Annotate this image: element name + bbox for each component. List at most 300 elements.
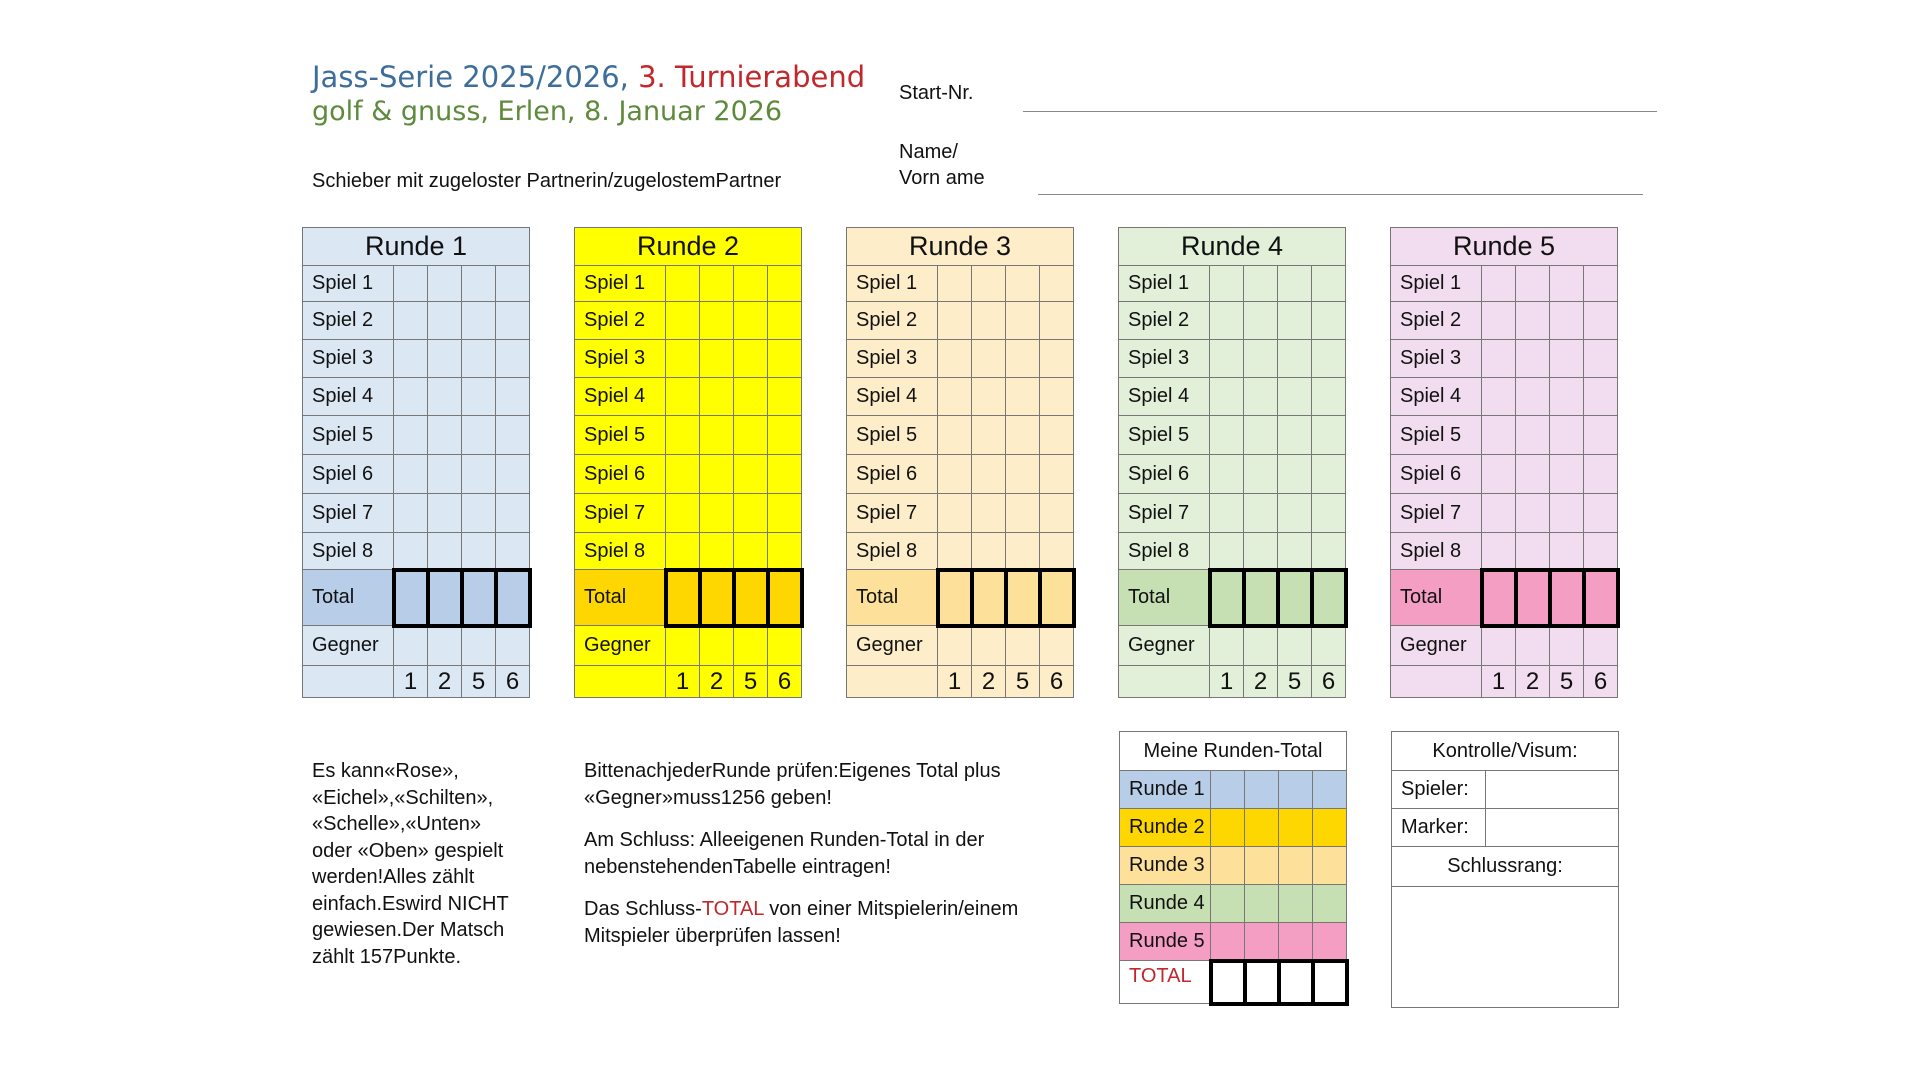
round-total-digit-cell[interactable]	[1211, 847, 1245, 885]
digit-check-label: 5	[1278, 666, 1312, 698]
score-cell[interactable]	[462, 455, 496, 494]
round-total-digit-cell[interactable]	[1211, 885, 1245, 923]
score-cell[interactable]	[768, 455, 802, 494]
score-cell[interactable]	[768, 416, 802, 455]
game-label: Spiel 1	[303, 266, 394, 302]
score-cell[interactable]	[768, 378, 802, 416]
score-cell[interactable]	[496, 533, 530, 570]
score-cell[interactable]	[428, 416, 462, 455]
score-cell[interactable]	[1278, 340, 1312, 378]
game-label: Spiel 2	[575, 302, 666, 340]
score-cell[interactable]	[1210, 302, 1244, 340]
instruction-verify	[584, 896, 1018, 949]
score-cell[interactable]	[1516, 494, 1550, 533]
game-label: Spiel 4	[575, 378, 666, 416]
score-cell[interactable]	[1312, 378, 1346, 416]
total-digit-cell[interactable]	[768, 570, 802, 626]
instruction-line: Mitspieler überprüfen lassen!	[584, 924, 841, 947]
total-label: Total	[1391, 570, 1482, 626]
score-cell[interactable]	[1312, 302, 1346, 340]
total-digit-cell[interactable]	[1516, 570, 1550, 626]
spieler-label: Spieler:	[1392, 771, 1486, 809]
score-cell[interactable]	[734, 416, 768, 455]
score-cell[interactable]	[734, 266, 768, 302]
digit-check-label: 2	[428, 666, 462, 698]
score-cell[interactable]	[1584, 302, 1618, 340]
score-cell[interactable]	[734, 340, 768, 378]
digit-check-label: 5	[734, 666, 768, 698]
score-cell[interactable]	[394, 533, 428, 570]
score-cell[interactable]	[972, 378, 1006, 416]
game-label: Spiel 8	[303, 533, 394, 570]
score-cell[interactable]	[1278, 302, 1312, 340]
opponent-digit-cell[interactable]	[462, 626, 496, 666]
score-cell[interactable]	[938, 494, 972, 533]
game-label: Spiel 5	[847, 416, 938, 455]
game-label: Spiel 2	[847, 302, 938, 340]
total-label: Total	[303, 570, 394, 626]
score-cell[interactable]	[428, 340, 462, 378]
marker-visum-field[interactable]	[1486, 809, 1619, 847]
score-cell[interactable]	[938, 378, 972, 416]
opponent-digit-cell[interactable]	[972, 626, 1006, 666]
game-label: Spiel 8	[575, 533, 666, 570]
score-cell[interactable]	[1244, 340, 1278, 378]
score-cell[interactable]	[1040, 340, 1074, 378]
score-cell[interactable]	[428, 266, 462, 302]
score-cell[interactable]	[972, 455, 1006, 494]
empty-cell	[575, 666, 666, 698]
total-digit-cell[interactable]	[734, 570, 768, 626]
grand-total-digit-cell[interactable]	[1313, 961, 1347, 1004]
opponent-digit-cell[interactable]	[1482, 626, 1516, 666]
opponent-digit-cell[interactable]	[666, 626, 700, 666]
grand-total-digit-cell[interactable]	[1211, 961, 1245, 1004]
score-cell[interactable]	[1482, 494, 1516, 533]
score-cell[interactable]	[1040, 378, 1074, 416]
score-cell[interactable]	[1516, 455, 1550, 494]
digit-check-label: 5	[1550, 666, 1584, 698]
digit-check-label: 2	[1244, 666, 1278, 698]
opponent-digit-cell[interactable]	[1516, 626, 1550, 666]
opponent-digit-cell[interactable]	[496, 626, 530, 666]
opponent-digit-cell[interactable]	[768, 626, 802, 666]
round-total-digit-cell[interactable]	[1279, 809, 1313, 847]
score-cell[interactable]	[1482, 455, 1516, 494]
score-cell[interactable]	[428, 494, 462, 533]
score-cell[interactable]	[1516, 340, 1550, 378]
score-cell[interactable]	[428, 533, 462, 570]
total-digit-cell[interactable]	[666, 570, 700, 626]
total-digit-cell[interactable]	[1550, 570, 1584, 626]
score-cell[interactable]	[1040, 533, 1074, 570]
opponent-digit-cell[interactable]	[1312, 626, 1346, 666]
game-label: Spiel 3	[303, 340, 394, 378]
score-cell[interactable]	[496, 416, 530, 455]
score-cell[interactable]	[1244, 455, 1278, 494]
score-cell[interactable]	[1006, 302, 1040, 340]
round-totals-table	[1119, 731, 1349, 1006]
score-cell[interactable]	[1244, 302, 1278, 340]
game-label: Spiel 4	[1391, 378, 1482, 416]
instruction-text: Das Schluss-	[584, 898, 702, 920]
score-cell[interactable]	[462, 266, 496, 302]
digit-check-label: 5	[1006, 666, 1040, 698]
total-digit-cell[interactable]	[1210, 570, 1244, 626]
opponent-digit-cell[interactable]	[1210, 626, 1244, 666]
score-cell[interactable]	[1312, 533, 1346, 570]
score-cell[interactable]	[1550, 340, 1584, 378]
score-cell[interactable]	[1550, 416, 1584, 455]
score-cell[interactable]	[428, 302, 462, 340]
score-cell[interactable]	[1482, 533, 1516, 570]
instructions-note	[584, 758, 1018, 965]
score-cell[interactable]	[462, 494, 496, 533]
score-cell[interactable]	[666, 302, 700, 340]
score-cell[interactable]	[1584, 533, 1618, 570]
score-cell[interactable]	[1584, 340, 1618, 378]
grand-total-digit-cell[interactable]	[1245, 961, 1279, 1004]
opponent-digit-cell[interactable]	[1040, 626, 1074, 666]
score-cell[interactable]	[1040, 302, 1074, 340]
name-label-1: Name/	[899, 141, 958, 163]
score-cell[interactable]	[1040, 416, 1074, 455]
grand-total-digit-cell[interactable]	[1279, 961, 1313, 1004]
score-cell[interactable]	[734, 378, 768, 416]
round-total-digit-cell[interactable]	[1313, 771, 1347, 809]
score-cell[interactable]	[1550, 378, 1584, 416]
score-cell[interactable]	[1006, 455, 1040, 494]
round-title: Runde 4	[1119, 228, 1346, 266]
score-cell[interactable]	[1278, 266, 1312, 302]
round-totals-title: Meine Runden-Total	[1120, 732, 1347, 771]
round-total-digit-cell[interactable]	[1211, 923, 1245, 961]
score-cell[interactable]	[972, 416, 1006, 455]
round-table	[846, 227, 1076, 698]
score-cell[interactable]	[1006, 533, 1040, 570]
instruction-line: Am Schluss: Alleeigenen Runden-Total in der	[584, 829, 985, 851]
score-cell[interactable]	[428, 378, 462, 416]
score-cell[interactable]	[700, 533, 734, 570]
score-cell[interactable]	[768, 302, 802, 340]
round-total-digit-cell[interactable]	[1245, 923, 1279, 961]
game-label: Spiel 8	[1391, 533, 1482, 570]
score-cell[interactable]	[1516, 533, 1550, 570]
score-cell[interactable]	[1312, 266, 1346, 302]
opponent-digit-cell[interactable]	[700, 626, 734, 666]
page-title	[312, 60, 865, 94]
opponent-digit-cell[interactable]	[428, 626, 462, 666]
score-cell[interactable]	[1516, 378, 1550, 416]
score-cell[interactable]	[1278, 416, 1312, 455]
marker-label: Marker:	[1392, 809, 1486, 847]
score-cell[interactable]	[1244, 266, 1278, 302]
score-cell[interactable]	[1278, 533, 1312, 570]
score-cell[interactable]	[1550, 266, 1584, 302]
score-cell[interactable]	[938, 416, 972, 455]
score-cell[interactable]	[1040, 455, 1074, 494]
score-cell[interactable]	[1278, 378, 1312, 416]
score-cell[interactable]	[496, 302, 530, 340]
opponent-digit-cell[interactable]	[938, 626, 972, 666]
score-cell[interactable]	[394, 494, 428, 533]
round-total-digit-cell[interactable]	[1279, 923, 1313, 961]
game-label: Spiel 6	[847, 455, 938, 494]
game-label: Spiel 6	[303, 455, 394, 494]
game-label: Spiel 3	[1391, 340, 1482, 378]
score-cell[interactable]	[394, 340, 428, 378]
opponent-digit-cell[interactable]	[1550, 626, 1584, 666]
opponent-digit-cell[interactable]	[1584, 626, 1618, 666]
score-cell[interactable]	[1278, 494, 1312, 533]
score-cell[interactable]	[1516, 416, 1550, 455]
score-cell[interactable]	[1550, 533, 1584, 570]
score-cell[interactable]	[972, 266, 1006, 302]
score-cell[interactable]	[700, 266, 734, 302]
game-label: Spiel 4	[303, 378, 394, 416]
score-cell[interactable]	[1244, 494, 1278, 533]
score-cell[interactable]	[496, 340, 530, 378]
opponent-digit-cell[interactable]	[394, 626, 428, 666]
round-total-digit-cell[interactable]	[1279, 771, 1313, 809]
score-cell[interactable]	[1482, 340, 1516, 378]
game-label: Spiel 8	[1119, 533, 1210, 570]
name-label-2: Vorn ame	[899, 167, 985, 189]
score-cell[interactable]	[666, 378, 700, 416]
total-digit-cell[interactable]	[428, 570, 462, 626]
score-cell[interactable]	[394, 302, 428, 340]
round-total-label: Runde 5	[1120, 923, 1211, 961]
score-cell[interactable]	[1312, 416, 1346, 455]
instruction-line: «Gegner»muss1256 geben!	[584, 786, 832, 809]
venue-line: golf & gnuss, Erlen, 8. Januar 2026	[312, 96, 783, 127]
round-total-label: Runde 1	[1120, 771, 1211, 809]
score-cell[interactable]	[768, 340, 802, 378]
score-cell[interactable]	[394, 416, 428, 455]
round-total-digit-cell[interactable]	[1245, 885, 1279, 923]
game-label: Spiel 5	[303, 416, 394, 455]
round-total-digit-cell[interactable]	[1279, 885, 1313, 923]
score-cell[interactable]	[938, 302, 972, 340]
score-cell[interactable]	[700, 416, 734, 455]
total-digit-cell[interactable]	[1584, 570, 1618, 626]
score-cell[interactable]	[462, 416, 496, 455]
score-cell[interactable]	[700, 340, 734, 378]
score-cell[interactable]	[1312, 455, 1346, 494]
score-cell[interactable]	[1312, 340, 1346, 378]
score-cell[interactable]	[734, 302, 768, 340]
score-cell[interactable]	[1584, 266, 1618, 302]
final-rank-field[interactable]	[1392, 887, 1619, 1008]
score-cell[interactable]	[1210, 378, 1244, 416]
score-cell[interactable]	[1040, 494, 1074, 533]
score-cell[interactable]	[1210, 494, 1244, 533]
score-cell[interactable]	[1040, 266, 1074, 302]
score-cell[interactable]	[1006, 494, 1040, 533]
score-cell[interactable]	[1278, 455, 1312, 494]
start-number-field[interactable]	[1023, 111, 1657, 112]
score-cell[interactable]	[972, 533, 1006, 570]
score-cell[interactable]	[666, 533, 700, 570]
score-cell[interactable]	[1584, 494, 1618, 533]
score-cell[interactable]	[768, 494, 802, 533]
total-digit-cell[interactable]	[462, 570, 496, 626]
total-label: Total	[847, 570, 938, 626]
score-cell[interactable]	[496, 266, 530, 302]
rules-line: werden!Alles zählt	[312, 866, 475, 888]
score-cell[interactable]	[700, 494, 734, 533]
spieler-visum-field[interactable]	[1486, 771, 1619, 809]
opponent-digit-cell[interactable]	[1244, 626, 1278, 666]
rules-line: «Schelle»,«Unten»	[312, 813, 482, 835]
score-cell[interactable]	[700, 302, 734, 340]
game-label: Spiel 2	[303, 302, 394, 340]
game-label: Spiel 1	[847, 266, 938, 302]
score-cell[interactable]	[734, 455, 768, 494]
total-digit-cell[interactable]	[1278, 570, 1312, 626]
round-total-digit-cell[interactable]	[1245, 847, 1279, 885]
total-digit-cell[interactable]	[972, 570, 1006, 626]
score-cell[interactable]	[1244, 378, 1278, 416]
round-total-digit-cell[interactable]	[1313, 809, 1347, 847]
score-cell[interactable]	[666, 455, 700, 494]
digit-check-label: 1	[394, 666, 428, 698]
total-digit-cell[interactable]	[700, 570, 734, 626]
round-total-digit-cell[interactable]	[1211, 771, 1245, 809]
score-cell[interactable]	[1550, 455, 1584, 494]
round-total-digit-cell[interactable]	[1245, 771, 1279, 809]
round-total-label: Runde 2	[1120, 809, 1211, 847]
score-cell[interactable]	[1516, 266, 1550, 302]
score-cell[interactable]	[1516, 302, 1550, 340]
score-cell[interactable]	[1550, 494, 1584, 533]
score-cell[interactable]	[938, 455, 972, 494]
total-digit-cell[interactable]	[1482, 570, 1516, 626]
score-cell[interactable]	[462, 340, 496, 378]
final-rank-label: Schlussrang:	[1392, 847, 1619, 887]
score-cell[interactable]	[394, 266, 428, 302]
score-cell[interactable]	[700, 378, 734, 416]
score-cell[interactable]	[1006, 378, 1040, 416]
score-cell[interactable]	[1006, 416, 1040, 455]
digit-check-label: 6	[1040, 666, 1074, 698]
score-cell[interactable]	[972, 340, 1006, 378]
game-label: Spiel 3	[847, 340, 938, 378]
score-cell[interactable]	[1482, 416, 1516, 455]
score-cell[interactable]	[1244, 416, 1278, 455]
round-total-digit-cell[interactable]	[1279, 847, 1313, 885]
game-label: Spiel 7	[303, 494, 394, 533]
score-cell[interactable]	[496, 494, 530, 533]
score-cell[interactable]	[938, 266, 972, 302]
rules-line: zählt 157Punkte.	[312, 945, 461, 968]
round-total-digit-cell[interactable]	[1313, 847, 1347, 885]
score-cell[interactable]	[768, 533, 802, 570]
score-cell[interactable]	[666, 494, 700, 533]
round-total-digit-cell[interactable]	[1211, 809, 1245, 847]
score-cell[interactable]	[462, 302, 496, 340]
score-cell[interactable]	[496, 455, 530, 494]
total-digit-cell[interactable]	[1312, 570, 1346, 626]
round-title: Runde 3	[847, 228, 1074, 266]
score-cell[interactable]	[1210, 340, 1244, 378]
total-digit-cell[interactable]	[394, 570, 428, 626]
score-cell[interactable]	[1006, 340, 1040, 378]
score-cell[interactable]	[462, 378, 496, 416]
rules-note	[312, 758, 509, 970]
score-cell[interactable]	[1584, 455, 1618, 494]
total-digit-cell[interactable]	[1244, 570, 1278, 626]
score-cell[interactable]	[938, 533, 972, 570]
game-label: Spiel 5	[575, 416, 666, 455]
total-digit-cell[interactable]	[496, 570, 530, 626]
score-cell[interactable]	[768, 266, 802, 302]
name-field[interactable]	[1038, 194, 1643, 195]
score-cell[interactable]	[1312, 494, 1346, 533]
score-cell[interactable]	[972, 302, 1006, 340]
round-total-digit-cell[interactable]	[1313, 923, 1347, 961]
score-cell[interactable]	[394, 455, 428, 494]
score-cell[interactable]	[666, 266, 700, 302]
total-digit-cell[interactable]	[1040, 570, 1074, 626]
total-label: Total	[575, 570, 666, 626]
round-total-digit-cell[interactable]	[1245, 809, 1279, 847]
score-cell[interactable]	[1584, 416, 1618, 455]
score-cell[interactable]	[394, 378, 428, 416]
score-cell[interactable]	[1482, 378, 1516, 416]
total-digit-cell[interactable]	[938, 570, 972, 626]
opponent-digit-cell[interactable]	[1278, 626, 1312, 666]
score-cell[interactable]	[666, 416, 700, 455]
opponent-digit-cell[interactable]	[734, 626, 768, 666]
score-cell[interactable]	[734, 494, 768, 533]
score-cell[interactable]	[972, 494, 1006, 533]
total-label: Total	[1119, 570, 1210, 626]
title-series: Jass-Serie 2025/2026,	[312, 60, 629, 94]
score-cell[interactable]	[1210, 533, 1244, 570]
score-cell[interactable]	[1210, 455, 1244, 494]
score-cell[interactable]	[1482, 266, 1516, 302]
score-cell[interactable]	[1584, 378, 1618, 416]
score-cell[interactable]	[496, 378, 530, 416]
score-cell[interactable]	[1244, 533, 1278, 570]
score-cell[interactable]	[938, 340, 972, 378]
control-title: Kontrolle/Visum:	[1392, 732, 1619, 771]
opponent-digit-cell[interactable]	[1006, 626, 1040, 666]
score-cell[interactable]	[1006, 266, 1040, 302]
score-cell[interactable]	[1550, 302, 1584, 340]
total-digit-cell[interactable]	[1006, 570, 1040, 626]
game-label: Spiel 6	[575, 455, 666, 494]
score-cell[interactable]	[666, 340, 700, 378]
score-cell[interactable]	[1482, 302, 1516, 340]
score-cell[interactable]	[428, 455, 462, 494]
game-label: Spiel 4	[1119, 378, 1210, 416]
rules-line: oder «Oben» gespielt	[312, 839, 504, 862]
instruction-text: von einer Mitspielerin/einem	[763, 898, 1019, 920]
score-cell[interactable]	[1210, 416, 1244, 455]
score-cell[interactable]	[734, 533, 768, 570]
instruction-line: nebenstehendenTabelle eintragen!	[584, 855, 891, 878]
empty-cell	[303, 666, 394, 698]
round-total-digit-cell[interactable]	[1313, 885, 1347, 923]
score-cell[interactable]	[1210, 266, 1244, 302]
rules-line: «Eichel»,«Schilten»,	[312, 786, 494, 809]
digit-check-label: 2	[700, 666, 734, 698]
score-cell[interactable]	[462, 533, 496, 570]
digit-check-label: 6	[1584, 666, 1618, 698]
score-cell[interactable]	[700, 455, 734, 494]
